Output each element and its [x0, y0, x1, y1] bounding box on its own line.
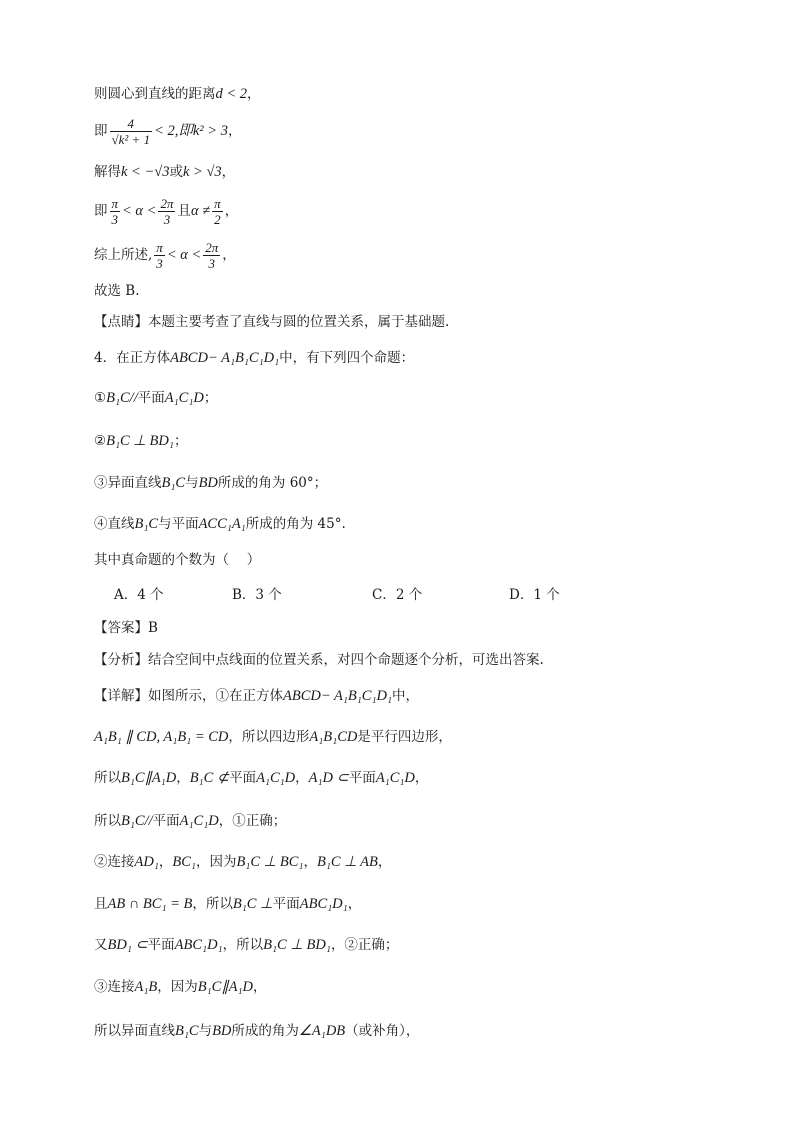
- line-text: 所成的角为: [231, 1023, 299, 1039]
- line-text: 又: [94, 937, 108, 953]
- detail-line-5: [94, 852, 391, 872]
- line-text: ②连接: [94, 854, 135, 870]
- math-expr: B₁C: [175, 1023, 199, 1039]
- option-c: C．2 个: [372, 587, 423, 603]
- line-text: 与平面: [158, 516, 199, 532]
- section-tag: 【点睛】: [94, 314, 148, 330]
- math-expr: ABC₁D₁: [174, 937, 223, 953]
- line-text: 平面: [152, 813, 180, 829]
- math-expr: BD: [198, 475, 218, 491]
- line-text: 如图所示，①在正方体: [148, 688, 283, 704]
- math-expr: B₁C: [134, 516, 159, 532]
- math-expr: A₁D ⊂: [308, 770, 349, 786]
- line-text: 所以: [94, 770, 121, 786]
- math-expr: k < −√3: [121, 164, 170, 180]
- question-4-stem: [94, 348, 414, 368]
- line-text: 4．在正方体: [94, 350, 171, 366]
- line-text: 所成的角为 60°；: [217, 475, 328, 491]
- line-text: ，: [347, 896, 362, 912]
- math-expr: A₁C₁D: [179, 813, 219, 829]
- option-b: B．3 个: [232, 587, 282, 603]
- text-line-summary: [94, 240, 236, 271]
- line-text: 所以: [94, 813, 121, 829]
- math-expr: BD₁ ⊂: [107, 937, 148, 953]
- line-text: 中，: [392, 688, 420, 704]
- line-text: ，: [222, 247, 236, 263]
- line-text: 所成的角为 45°.: [245, 516, 346, 532]
- line-text: 且: [94, 896, 108, 912]
- line-text: ；: [203, 390, 218, 406]
- fraction: $\frac{2\pi}{3}$: [160, 196, 174, 227]
- answer-line: [94, 618, 158, 638]
- detail-line-1: [94, 686, 419, 706]
- math-expr: B₁C ⊥ BD₁: [106, 433, 174, 449]
- text-line-alpha-range: [94, 196, 238, 227]
- line-text: 故选 B.: [94, 283, 140, 299]
- math-expr: A₁C₁D: [375, 770, 415, 786]
- section-tag: 【答案】: [94, 620, 148, 636]
- line-text: ④直线: [94, 516, 135, 532]
- math-expr: ∠A₁DB: [298, 1023, 346, 1039]
- line-text: ①: [94, 390, 107, 406]
- line-text: 即: [94, 203, 108, 219]
- line-text: ，: [295, 770, 309, 786]
- math-expr: A₁B₁ ∥ CD, A₁B₁ = CD: [94, 729, 229, 745]
- line-text: 与: [198, 1023, 213, 1039]
- line-text: 解得: [94, 164, 121, 180]
- line-text: ；: [173, 433, 188, 449]
- detail-line-7: [94, 935, 398, 955]
- line-text: 是平行四边形，: [357, 729, 452, 745]
- math-expr: B₁C//: [121, 813, 153, 829]
- line-text: 平面: [348, 770, 376, 786]
- option-a: A．4 个: [114, 587, 164, 603]
- math-expr: ABCD− A₁B₁C₁D₁: [170, 350, 280, 366]
- line-text: 综上所述,: [94, 247, 153, 263]
- math-expr: BC₁: [172, 854, 196, 870]
- line-text: ，①正确；: [218, 813, 287, 829]
- line-text: ③异面直线: [94, 475, 162, 491]
- math-expr: α ≠: [190, 203, 211, 219]
- line-text: ，所以: [192, 896, 233, 912]
- section-tag: 【详解】: [94, 688, 148, 704]
- section-tag: 【分析】: [94, 652, 148, 668]
- fraction: $\frac{\pi}{3}$: [111, 196, 119, 227]
- proposition-4: [94, 514, 346, 534]
- option-d: D．1 个: [509, 587, 560, 603]
- line-text: ，: [303, 854, 317, 870]
- line-text: 平面: [137, 390, 165, 406]
- line-text: ②: [94, 433, 107, 449]
- line-text: 所以异面直线: [94, 1023, 175, 1039]
- line-text: ，: [414, 770, 429, 786]
- math-expr: AD₁: [134, 854, 159, 870]
- line-text: B: [148, 620, 158, 636]
- text-line-inequality: [94, 116, 241, 147]
- math-expr: d < 2: [215, 86, 248, 102]
- line-text: 结合空间中点线面的位置关系，对四个命题逐个分析，可选出答案.: [148, 652, 544, 668]
- math-expr: A₁C₁D: [164, 390, 204, 406]
- line-text: ，: [377, 854, 392, 870]
- line-text: ，: [247, 86, 261, 102]
- text-line-comment: [94, 312, 449, 332]
- line-text: ，: [227, 123, 242, 139]
- line-text: 平面: [147, 937, 175, 953]
- text-line-distance: [94, 84, 261, 104]
- math-expr: A₁B₁CD: [309, 729, 358, 745]
- math-expr: < 2,即: [154, 123, 193, 139]
- line-text: 与: [185, 475, 199, 491]
- line-text: 平面: [272, 896, 300, 912]
- line-text: 且: [177, 203, 191, 219]
- fraction: $\frac{2\pi}{3}$: [205, 240, 219, 271]
- detail-line-2: [94, 727, 452, 747]
- line-text: 平面: [229, 770, 257, 786]
- fraction: $\frac{4}{\text{√k² + 1}}$: [111, 116, 151, 147]
- line-text: ，: [158, 854, 173, 870]
- detail-line-8: [94, 977, 266, 997]
- math-expr: < α <: [122, 203, 157, 219]
- line-text: ，: [176, 770, 190, 786]
- line-text: （或补角），: [345, 1023, 420, 1039]
- proposition-2: [94, 431, 187, 451]
- fraction: $\frac{\pi}{2}$: [214, 196, 221, 227]
- math-expr: B₁C∥A₁D: [197, 979, 253, 995]
- math-expr: A₁C₁D: [256, 770, 296, 786]
- math-expr: ABCD− A₁B₁C₁D₁: [283, 688, 393, 704]
- math-expr: B₁C//: [106, 390, 138, 406]
- detail-line-3: [94, 768, 428, 788]
- line-text: ，: [224, 203, 239, 219]
- math-expr: B₁C: [161, 475, 186, 491]
- line-text: ，: [252, 979, 267, 995]
- fraction: $\frac{\pi}{3}$: [156, 240, 163, 271]
- line-text: ，: [221, 164, 236, 180]
- line-text: ，②正确；: [330, 937, 399, 953]
- math-expr: B₁C ⊥ BC₁: [236, 854, 304, 870]
- line-text: ，所以四边形: [228, 729, 310, 745]
- math-expr: B₁C ⊄: [189, 770, 230, 786]
- line-text: ，因为: [195, 854, 237, 870]
- line-text: ，所以: [222, 937, 264, 953]
- math-expr: B₁C ⊥: [232, 896, 273, 912]
- detail-line-9: [94, 1021, 419, 1041]
- line-text: 中，有下列四个命题：: [279, 350, 415, 366]
- line-text: 即: [94, 123, 108, 139]
- math-expr: B₁C∥A₁D: [121, 770, 177, 786]
- proposition-3: [94, 473, 327, 493]
- math-expr: ABC₁D₁: [299, 896, 348, 912]
- math-expr: k > √3: [182, 164, 222, 180]
- line-text: 本题主要考查了直线与圆的位置关系，属于基础题.: [148, 314, 450, 330]
- math-expr: BD: [212, 1023, 232, 1039]
- line-text: ③连接: [94, 979, 135, 995]
- math-expr: B₁C ⊥ AB: [316, 854, 378, 870]
- line-text: ，因为: [157, 979, 198, 995]
- question-prompt: [94, 550, 260, 570]
- detail-line-4: [94, 811, 286, 831]
- text-line-answer-b: [94, 281, 140, 301]
- math-expr: A₁B: [134, 979, 158, 995]
- math-expr: k² > 3: [192, 123, 228, 139]
- math-expr: AB ∩ BC₁ = B: [107, 896, 193, 912]
- detail-line-6: [94, 894, 361, 914]
- text-line-solve-k: [94, 162, 235, 182]
- line-text: 则圆心到直线的距离: [94, 86, 216, 102]
- math-expr: < α <: [166, 247, 202, 263]
- math-expr: ACC₁A₁: [198, 516, 246, 532]
- math-expr: B₁C ⊥ BD₁: [263, 937, 331, 953]
- analysis-line: [94, 650, 544, 670]
- proposition-1: [94, 388, 217, 408]
- line-text: 或: [169, 164, 183, 180]
- line-text: 其中真命题的个数为（ ）: [94, 552, 261, 568]
